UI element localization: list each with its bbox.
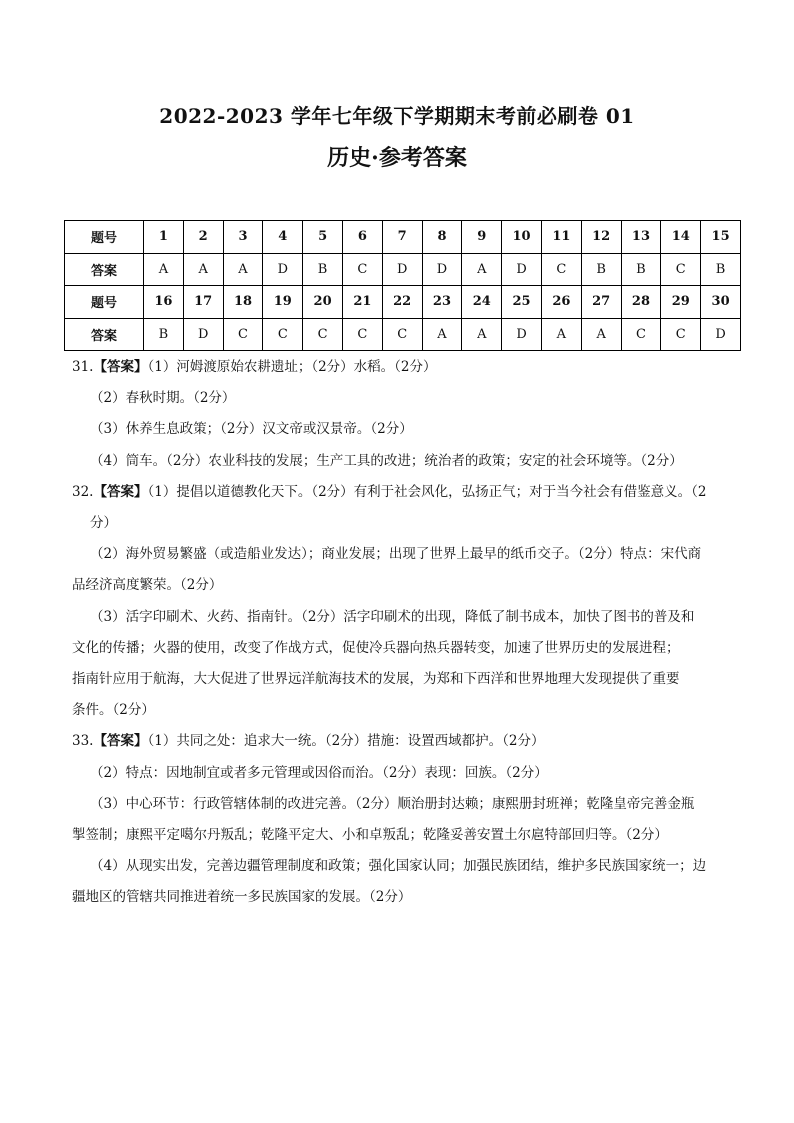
q31-part-2: （2）春秋时期。（2分） [90,390,236,407]
question-number-cell: 30 [701,286,741,319]
answer-cell: C [661,318,701,351]
question-number-cell: 15 [701,221,741,254]
q32-part-3b: 文化的传播；火器的使用，改变了作战方式，促使冷兵器向热兵器转变，加速了世界历史的发展进程； [72,639,680,656]
answer-table [64,220,741,351]
answer-cell: C [382,318,422,351]
q33-part-2: （2）特点：因地制宜或者多元管理或因俗而治。（2分）表现：回族。（2分） [90,764,548,781]
answer-cell: A [581,318,621,351]
answer-cell: D [183,318,223,351]
question-number-cell: 23 [422,286,462,319]
row-label: 题号 [65,286,144,319]
question-number-cell: 28 [621,286,661,319]
question-number-cell: 22 [382,286,422,319]
question-number-cell: 8 [422,221,462,254]
q31-answer-tag: 【答案】 [93,359,148,375]
question-number-cell: 12 [581,221,621,254]
question-number-cell: 18 [223,286,263,319]
q32-part-2a: （2）海外贸易繁盛（或造船业发达）；商业发展；出现了世界上最早的纸币交子。（2分）特点：宋代商 [90,546,702,563]
question-number-cell: 1 [144,221,184,254]
row-label: 答案 [65,318,144,351]
answer-cell: C [263,318,303,351]
document-title: 2022-2023 学年七年级下学期期末考前必刷卷 01 [159,104,635,128]
question-number-cell: 13 [621,221,661,254]
question-number-cell: 26 [541,286,581,319]
answer-cell: D [422,253,462,286]
question-number-cell: 9 [462,221,502,254]
q33-number: 33. [72,733,94,750]
question-number-cell: 27 [581,286,621,319]
answer-cell: B [303,253,343,286]
question-number-cell: 29 [661,286,701,319]
row-label: 答案 [65,253,144,286]
answer-cell: A [422,318,462,351]
document-subtitle: 历史·参考答案 [327,145,467,171]
answers-body [72,352,732,914]
question-number-cell: 14 [661,221,701,254]
q32-number: 32. [72,483,94,500]
question-number-cell: 5 [303,221,343,254]
q32-part-3d: 条件。（2分） [72,702,155,719]
row-label: 题号 [65,221,144,254]
table-row [65,221,741,254]
q32-line-1 [72,477,732,508]
q31-part-1: （1）河姆渡原始农耕遗址；（2分）水稻。（2分） [147,359,437,375]
question-number-cell: 7 [382,221,422,254]
q31-part-4: （4）筒车。（2分）农业科技的发展；生产工具的改进；统治者的政策；安定的社会环境等。（2分） [90,452,683,469]
question-number-cell: 21 [342,286,382,319]
question-number-cell: 10 [502,221,542,254]
q33-line-1 [72,726,732,757]
answer-cell: D [382,253,422,286]
question-number-cell: 6 [342,221,382,254]
answer-cell: C [223,318,263,351]
answer-cell: C [342,253,382,286]
q31-line-1 [72,352,732,383]
answer-cell: A [541,318,581,351]
q32-part-3c: 指南针应用于航海，大大促进了世界远洋航海技术的发展，为郑和下西洋和世界地理大发现提供了重要 [72,671,680,688]
q31-number: 31. [72,359,94,375]
q33-answer-tag: 【答案】 [93,733,148,750]
answer-cell: C [303,318,343,351]
answer-cell: B [144,318,184,351]
question-number-cell: 11 [541,221,581,254]
answer-cell: A [183,253,223,286]
answer-cell: B [701,253,741,286]
answer-cell: D [502,318,542,351]
question-number-cell: 17 [183,286,223,319]
table-row [65,318,741,351]
q31-part-3: （3）休养生息政策；（2分）汉文帝或汉景帝。（2分） [90,421,413,438]
q32-part-2b: 品经济高度繁荣。（2分） [72,577,223,594]
answer-cell: B [581,253,621,286]
q32-answer-tag: 【答案】 [93,483,148,500]
q32-part-1b: 分） [90,515,117,532]
answer-cell: A [223,253,263,286]
answer-cell: D [701,318,741,351]
answer-cell: D [263,253,303,286]
answer-cell: C [661,253,701,286]
question-number-cell: 20 [303,286,343,319]
answer-cell: B [621,253,661,286]
question-number-cell: 16 [144,286,184,319]
question-number-cell: 4 [263,221,303,254]
question-number-cell: 3 [223,221,263,254]
answer-cell: C [342,318,382,351]
answer-cell: A [144,253,184,286]
q33-part-4a: （4）从现实出发，完善边疆管理制度和政策；强化国家认同；加强民族团结，维护多民族国家统一；边 [90,858,707,875]
answer-cell: A [462,253,502,286]
answer-cell: D [502,253,542,286]
q33-part-1: （1）共同之处：追求大一统。（2分）措施：设置西域都护。（2分） [147,733,545,750]
table-row [65,253,741,286]
table-row [65,286,741,319]
question-number-cell: 19 [263,286,303,319]
question-number-cell: 2 [183,221,223,254]
answer-cell: A [462,318,502,351]
question-number-cell: 25 [502,286,542,319]
q33-part-4b: 疆地区的管辖共同推进着统一多民族国家的发展。（2分） [72,889,412,906]
q33-part-3a: （3）中心环节：行政管辖体制的改进完善。（2分）顺治册封达赖；康熙册封班禅；乾隆皇帝完善金瓶 [90,795,695,812]
answer-cell: C [621,318,661,351]
q32-part-3a: （3）活字印刷术、火药、指南针。（2分）活字印刷术的出现，降低了制书成本，加快了图书的普及和 [90,608,695,625]
q33-part-3b: 掣签制；康熙平定噶尔丹叛乱；乾隆平定大、小和卓叛乱；乾隆妥善安置土尔扈特部回归等。（2分） [72,827,668,844]
question-number-cell: 24 [462,286,502,319]
answer-cell: C [541,253,581,286]
q32-part-1a: （1）提倡以道德教化天下。（2分）有利于社会风化，弘扬正气；对于当今社会有借鉴意义。（2 [147,483,707,500]
